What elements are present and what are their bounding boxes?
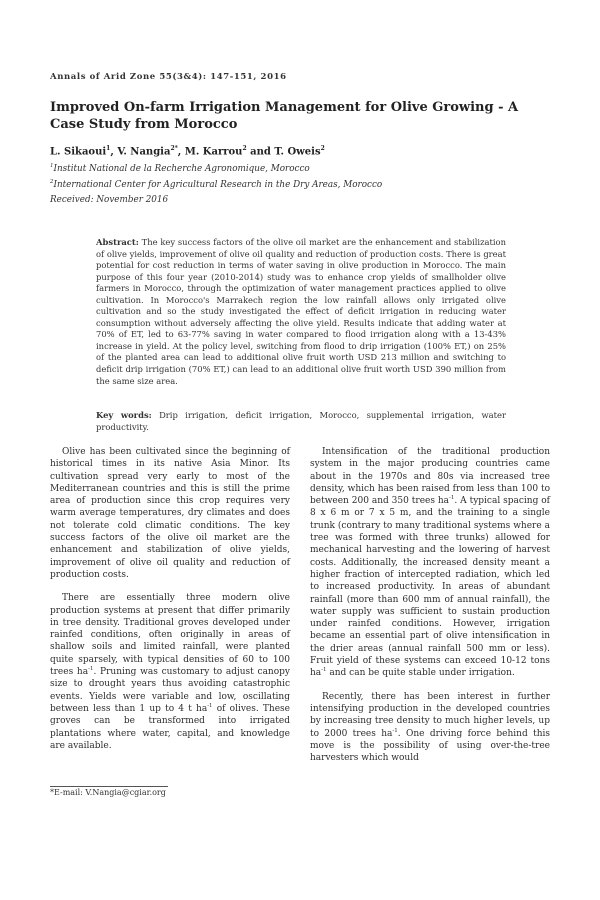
paragraph [50,446,290,581]
keywords [96,410,506,433]
paragraph-text: Olive has been cultivated since the beginning of historical times in its native Asia Minor. Its cultivation spread very early to most of the Mediterranean countries and this is still the prime area of production since this crop requires very warm average temperatures, dry climates and does not tolerate cold climatic conditions. The key success factors of the olive oil market are the enhancement and stabilization of olive yields, improvement of olive oil quality and reduction of production costs. [50,447,290,580]
paragraph-text: Recently, there has been interest in further intensifying production in the developed countries by increasing tree density to much higher levels, up to 2000 trees ha [310,691,550,739]
paragraph-text: . One driving force behind this move is the possibility of using over-the-tree harvesters which would [310,728,551,764]
body-column-right [310,446,550,775]
affiliation-mark: 1 [50,163,54,169]
paragraph-text: There are essentially three modern olive production systems at present that differ primarily in tree density. Traditional groves developed under rainfed conditions, often originally in areas of shallow soils and limited rainfall, were planted quite sparsely, with typical densities of 60 to 100 trees ha [50,593,290,678]
affiliation-text: International Center for Agricultural Research in the Dry Areas, Morocco [53,179,383,190]
keywords-label: Key words: [96,410,152,420]
affiliation-text: Institut National de la Recherche Agronomique, Morocco [53,163,310,174]
paragraph [50,592,290,752]
author-list [50,145,325,157]
body-column-left [50,446,290,763]
affiliation-mark: 2 [50,179,54,185]
affiliation [50,179,382,190]
received-date: Received: November 2016 [50,195,169,205]
paragraph-text: . Pruning was customary to adjust canopy size to drought years thus avoiding catastrophic events. Yields were variable and low, oscillating between less than 1 up to 4 t ha [50,667,290,714]
author-separator: , [110,146,118,158]
keywords-text: Drip irrigation, deficit irrigation, Morocco, supplemental irrigation, water productivity. [96,410,506,432]
superscript: -1 [88,666,94,673]
paper-title: Improved On-farm Irrigation Management for Olive Growing - A Case Study from Morocco [50,100,519,132]
author-name: T. Oweis [274,146,321,158]
abstract-text: The key success factors of the olive oil market are the enhancement and stabilization of olive yields, improvement of olive oil quality and reduction of production costs. There is great potential for cost reduction in terms of water saving in olive production in Morocco. The main purpose of this four year (2010-2014) study was to enhance crop yields of smallholder olive farmers in Morocco, through the optimization of water management practices applied to olive cultivation. In Morocco's Marrakech region the low rainfall allows only irrigated olive cultivation and so the study investigated the effect of deficit irrigation in reducing water consumption without adversely affecting the olive yield. Results indicate that adding water at 70% of ET, led to 63-77% saving in water compared to flood irrigation along with a 13-43% increase in yield. At the policy level, switching from flood to drip irrigation (100% ET,) on 25% of the planted area can lead to additional olive fruit worth USD 213 million and switching to deficit drip irrigation (70% ET,) can lead to an additional olive fruit worth USD 390 million from the same size area. [96,237,506,386]
paragraph [310,691,550,765]
abstract [96,237,506,387]
paragraph-text: Intensification of the traditional production system in the major producing countries came about in the 1970s and 80s via increased tree density, which has been raised from less than 100 to between 200 and 350 trees ha [310,447,550,507]
paragraph-text: and can be quite stable under irrigation. [326,668,515,679]
footnote-rule [50,786,168,787]
author-name: L. Sikaoui [50,146,107,158]
superscript: -1 [392,727,398,734]
footnote-email: *E-mail: V.Nangia@cgiar.org [50,788,166,797]
affiliation [50,163,310,174]
author-separator: and [246,146,275,158]
paragraph [310,446,550,680]
paragraph-text: . A typical spacing of 8 x 6 m or 7 x 5 m, and the training to a single trunk (contrary to many traditional systems where a tree was formed with three trunks) allowed for mechanical harvesting and the lowering of harvest costs. Additionally, the increased density meant a higher fraction of intercepted radiation, which led to increased productivity. In areas of abundant rainfall (more than 600 mm of annual rainfall), the water supply was sufficient to sustain production under rainfed conditions. However, irrigation became an essential part of olive intensification in the drier areas (annual rainfall 500 mm or less). Fruit yield of these systems can exceed 10-12 tons ha [310,496,551,679]
superscript: -1 [207,702,213,709]
paragraph-text: of olives. These groves can be transformed into irrigated plantations where water, capital, and knowledge are available. [50,703,290,751]
superscript: -1 [449,495,455,502]
author-mark: 1 [106,145,111,152]
author-mark: 2* [170,145,178,152]
author-separator: , [177,146,185,158]
superscript: -1 [321,667,327,674]
author-mark: 2 [320,145,325,152]
abstract-label: Abstract: [96,237,139,247]
author-name: V. Nangia [117,146,171,158]
author-mark: 2 [242,145,247,152]
journal-citation: Annals of Arid Zone 55(3&4): 147-151, 2016 [50,72,287,82]
author-name: M. Karrou [184,146,243,158]
